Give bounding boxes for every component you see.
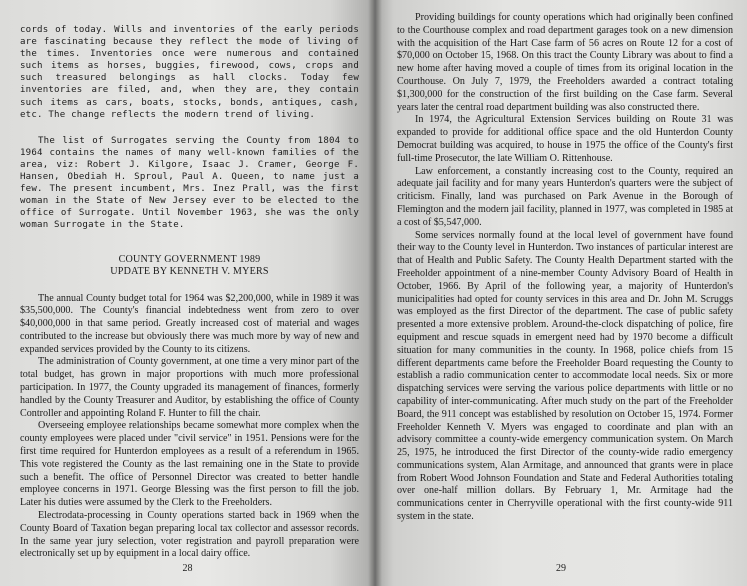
law-enforcement-paragraph: Law enforcement, a constantly increasing cost to the County, required an adequate jail facility and for many years Hunterdon's quarters were the subject of criticism. Finally, land was purchased on Park Avenue in the Borough of Flemington and the modern jail facility, planned in 1977, was completed in 1985 at a cost of $5,547,000. [397,165,734,228]
surrogates-list-paragraph: The list of Surrogates serving the County from 1804 to 1964 contains the names of many well-known families of the area, viz: Robert J. Kilgore, Isaac J. Cramer, George F. Hansen, Obediah H. Sproul, Paul A. Queen, to name just a few. The present incumbent, Mrs. Inez Prall, was the first woman in the State of New Jersey ever to be elected to the office of Surrogate. Until November 1963, she was the only woman Surrogate in the State. [20,135,359,231]
page-number-left: 28 [182,563,193,574]
section-subheading: UPDATE BY KENNETH V. MYERS [110,266,269,277]
employee-relationships-paragraph: Overseeing employee relationships became somewhat more complex when the county employees were placed under "civil service" in 1951. Pensions were for the first time required for Hunterdon employees as a result of a referendum in 1965. This vote registered the County as the last remaining one in the State to provide such a benefit. The office of Personnel Director was created to better handle employee concerns in 1971. George Blessing was the first person to fill the job. Later his duties were assumed by the Clerk to the Freeholders. [20,420,359,509]
health-safety-paragraph: Some services normally found at the local level of government have found their way to the County level in Hunterdon. Two instances of particular interest are that of Health and Public Safety. The County Health Department started with the Freeholder appointment of a nine-member County Advisory Board of Health in October, 1966. By April of the following year, a majority of Hunterdon's municipalities had opted for county services in this area and Dr. John M. Scruggs was employed as the first Director of the department. The case of public safety presented a more extensive problem. Around-the-clock dispatching of police, fire equipment and rescue squads in emergent need had by 1970 become a difficult situation for many communities in the county. In 1968, police chiefs from 15 different departments came before the Freeholder Board requesting the County to establish a radio communication center to accommodate local needs. Six or more dispatching services were serving the various police departments with little or no capability of inter-communicating. After much study on the part of the Freeholder Board, the 911 concept was established by resolution on October 15, 1974. Former Freeholder Kenneth V. Myers was engaged to coordinate and plan with an advisory committee a county-wide emergency communication system. On March 25, 1975, he introduced the first Director of the county-wide radio emergency communications system, Alan Armitage, and announced that grants were in place from Robert Wood Johnson Foundation and State and Federal Authorities totaling over one-half million dollars. By February 1, Mr. Armitage had the communications center in Cherryville operational with the first county-wide 911 system in the state. [397,229,733,523]
right-page [375,0,747,586]
section-heading: COUNTY GOVERNMENT 1989 [118,253,261,265]
budget-paragraph: The annual County budget total for 1964 was $2,200,000, while in 1989 it was $35,500,000. The County's financial indebtedness went from zero to over $40,000,000 in that same period. Greatly increased cost of material and wages contributed to the increase but obviously there was much more by way of new and expanded services provided by the County to its citizens. [20,292,359,355]
surrogate-records-paragraph: cords of today. Wills and inventories of the early periods are fascinating because they reflect the mode of living of the times. Inventories once were numerous and contained such items as horses, buggies, firewood, cows, crops and such treasured belongings as hall clocks. Today few inventories are filed, and, when they are, they contain such items as cars, boats, stocks, bonds, antiques, cash, etc. The change reflects the modern trend of living. [20,25,359,120]
buildings-paragraph: Providing buildings for county operations which had originally been confined to the Courthouse complex and road department garages took on a new dimension with the acquisition of the Hart Case farm of 56 acres on Route 12 for a cost of $70,000 on October 15, 1968. On this tract the County Library was about to find a new home after having moved a couple of times from its original location in the Courthouse. On July 7, 1979, the Freeholders awarded a contract totaling $1,300,000 for the construction of the first building on the Case farm. Several years later the central road department building was also constructed there. [397,12,733,113]
book-gutter [368,0,382,586]
administration-paragraph: The administration of County government, at one time a very minor part of the total budget, has grown in major proportions with much more professional participation. In 1977, the County upgraded its management of finances, formerly handled by the County Treasurer and Auditor, by establishing the office of County Controller and appointing Roland F. Hunter to fill the chair. [20,356,359,419]
data-processing-paragraph: Electrodata-processing in County operations started back in 1969 when the County Board of Taxation began preparing local tax collector and assessor records. In the same year jury selection, voter registration and payroll preparation were electronically set up by equipment in a local dairy office. [20,510,359,560]
extension-services-paragraph: In 1974, the Agricultural Extension Services building on Route 31 was expanded to provide for additional office space and the old Hunterdon County Democrat building was acquired, to house in 1975 the office of the County's first full-time Prosecutor, the late William O. Rittenhouse. [397,114,733,164]
page-number-right: 29 [556,563,566,574]
